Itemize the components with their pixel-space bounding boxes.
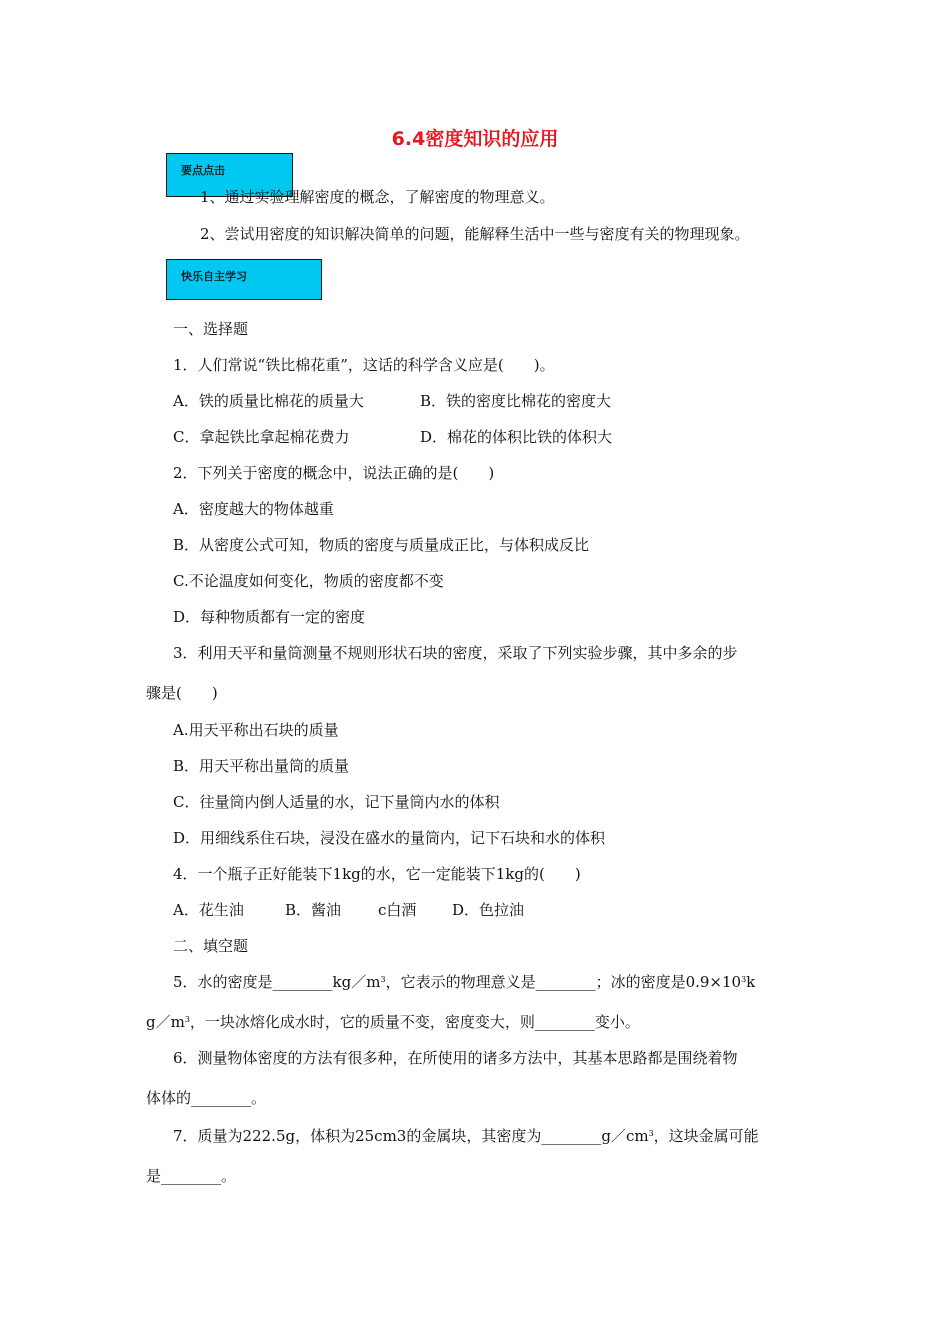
q3-option-d: D．用细线系住石块，浸没在盛水的量筒内，记下石块和水的体积: [173, 829, 606, 847]
q5-line2-text-b: ，一块冰熔化成水时，它的质量不变，密度变大，则________变小。: [189, 1013, 640, 1031]
q5-line1: [173, 972, 755, 992]
objective-2: 2、尝试用密度的知识解决简单的问题，能解释生活中一些与密度有关的物理现象。: [200, 225, 750, 243]
q6-line1: 6．测量物体密度的方法有很多种，在所使用的诸多方法中，其基本思路都是围绕着物: [173, 1049, 738, 1067]
self-study-label: 快乐自主学习: [181, 270, 247, 283]
q5-line2-text-a: g／m: [146, 1013, 185, 1031]
q1-option-d: D．棉花的体积比铁的体积大: [420, 428, 613, 446]
q4-option-c: c白酒: [378, 901, 417, 919]
q5-exp-3: 3: [184, 1015, 190, 1024]
q7-exp: 3: [648, 1129, 654, 1138]
q3-option-b: B．用天平称出量筒的质量: [173, 757, 350, 775]
q3-stem-line1: 3．利用天平和量筒测量不规则形状石块的密度，采取了下列实验步骤，其中多余的步: [173, 644, 738, 662]
q4-stem: 4．一个瓶子正好能装下1kg的水，它一定能装下1kg的( ): [173, 865, 581, 883]
q5-line1-text-c: k: [746, 973, 756, 991]
self-study-box: [166, 259, 322, 300]
q7-line1-text-b: ，这块金属可能: [653, 1127, 759, 1145]
key-points-label: 要点点击: [181, 164, 225, 177]
q6-line2: 体体的________。: [146, 1089, 267, 1107]
q1-option-c: C．拿起铁比拿起棉花费力: [173, 428, 350, 446]
q2-stem: 2．下列关于密度的概念中，说法正确的是( ): [173, 464, 495, 482]
page-title: 6.4密度知识的应用: [391, 128, 559, 150]
q7-line1-text-a: 7．质量为222.5g，体积为25cm3的金属块，其密度为________g／cm: [173, 1127, 649, 1145]
q2-option-b: B．从密度公式可知，物质的密度与质量成正比，与体积成反比: [173, 536, 590, 554]
q5-line2: [146, 1012, 640, 1032]
q7-line1: [173, 1126, 759, 1146]
q2-option-a: A．密度越大的物体越重: [173, 500, 334, 518]
q5-exp-1: 3: [380, 975, 386, 984]
q4-option-a: A．花生油: [173, 901, 244, 919]
q5-line1-text-a: 5．水的密度是________kg／m: [173, 973, 381, 991]
q2-option-c: C.不论温度如何变化，物质的密度都不变: [173, 572, 444, 590]
q1-option-a: A．铁的质量比棉花的质量大: [173, 392, 364, 410]
part1-heading: 一、选择题: [173, 320, 249, 338]
q3-option-a: A.用天平称出石块的质量: [173, 721, 339, 739]
q5-line1-text-b: ，它表示的物理意义是________；冰的密度是0.9×10: [385, 973, 742, 991]
objective-1: 1、通过实验理解密度的概念，了解密度的物理意义。: [200, 188, 555, 206]
q3-option-c: C．往量筒内倒人适量的水，记下量筒内水的体积: [173, 793, 500, 811]
q7-line2: 是________。: [146, 1167, 237, 1185]
q4-option-d: D．色拉油: [452, 901, 525, 919]
part2-heading: 二、填空题: [173, 937, 249, 955]
q4-option-b: B．酱油: [285, 901, 342, 919]
q1-stem: 1．人们常说“铁比棉花重”，这话的科学含义应是( )。: [173, 356, 555, 374]
q1-option-b: B．铁的密度比棉花的密度大: [420, 392, 612, 410]
q5-exp-2: 3: [741, 975, 747, 984]
q2-option-d: D．每种物质都有一定的密度: [173, 608, 366, 626]
q3-stem-line2: 骤是( ): [146, 684, 218, 702]
